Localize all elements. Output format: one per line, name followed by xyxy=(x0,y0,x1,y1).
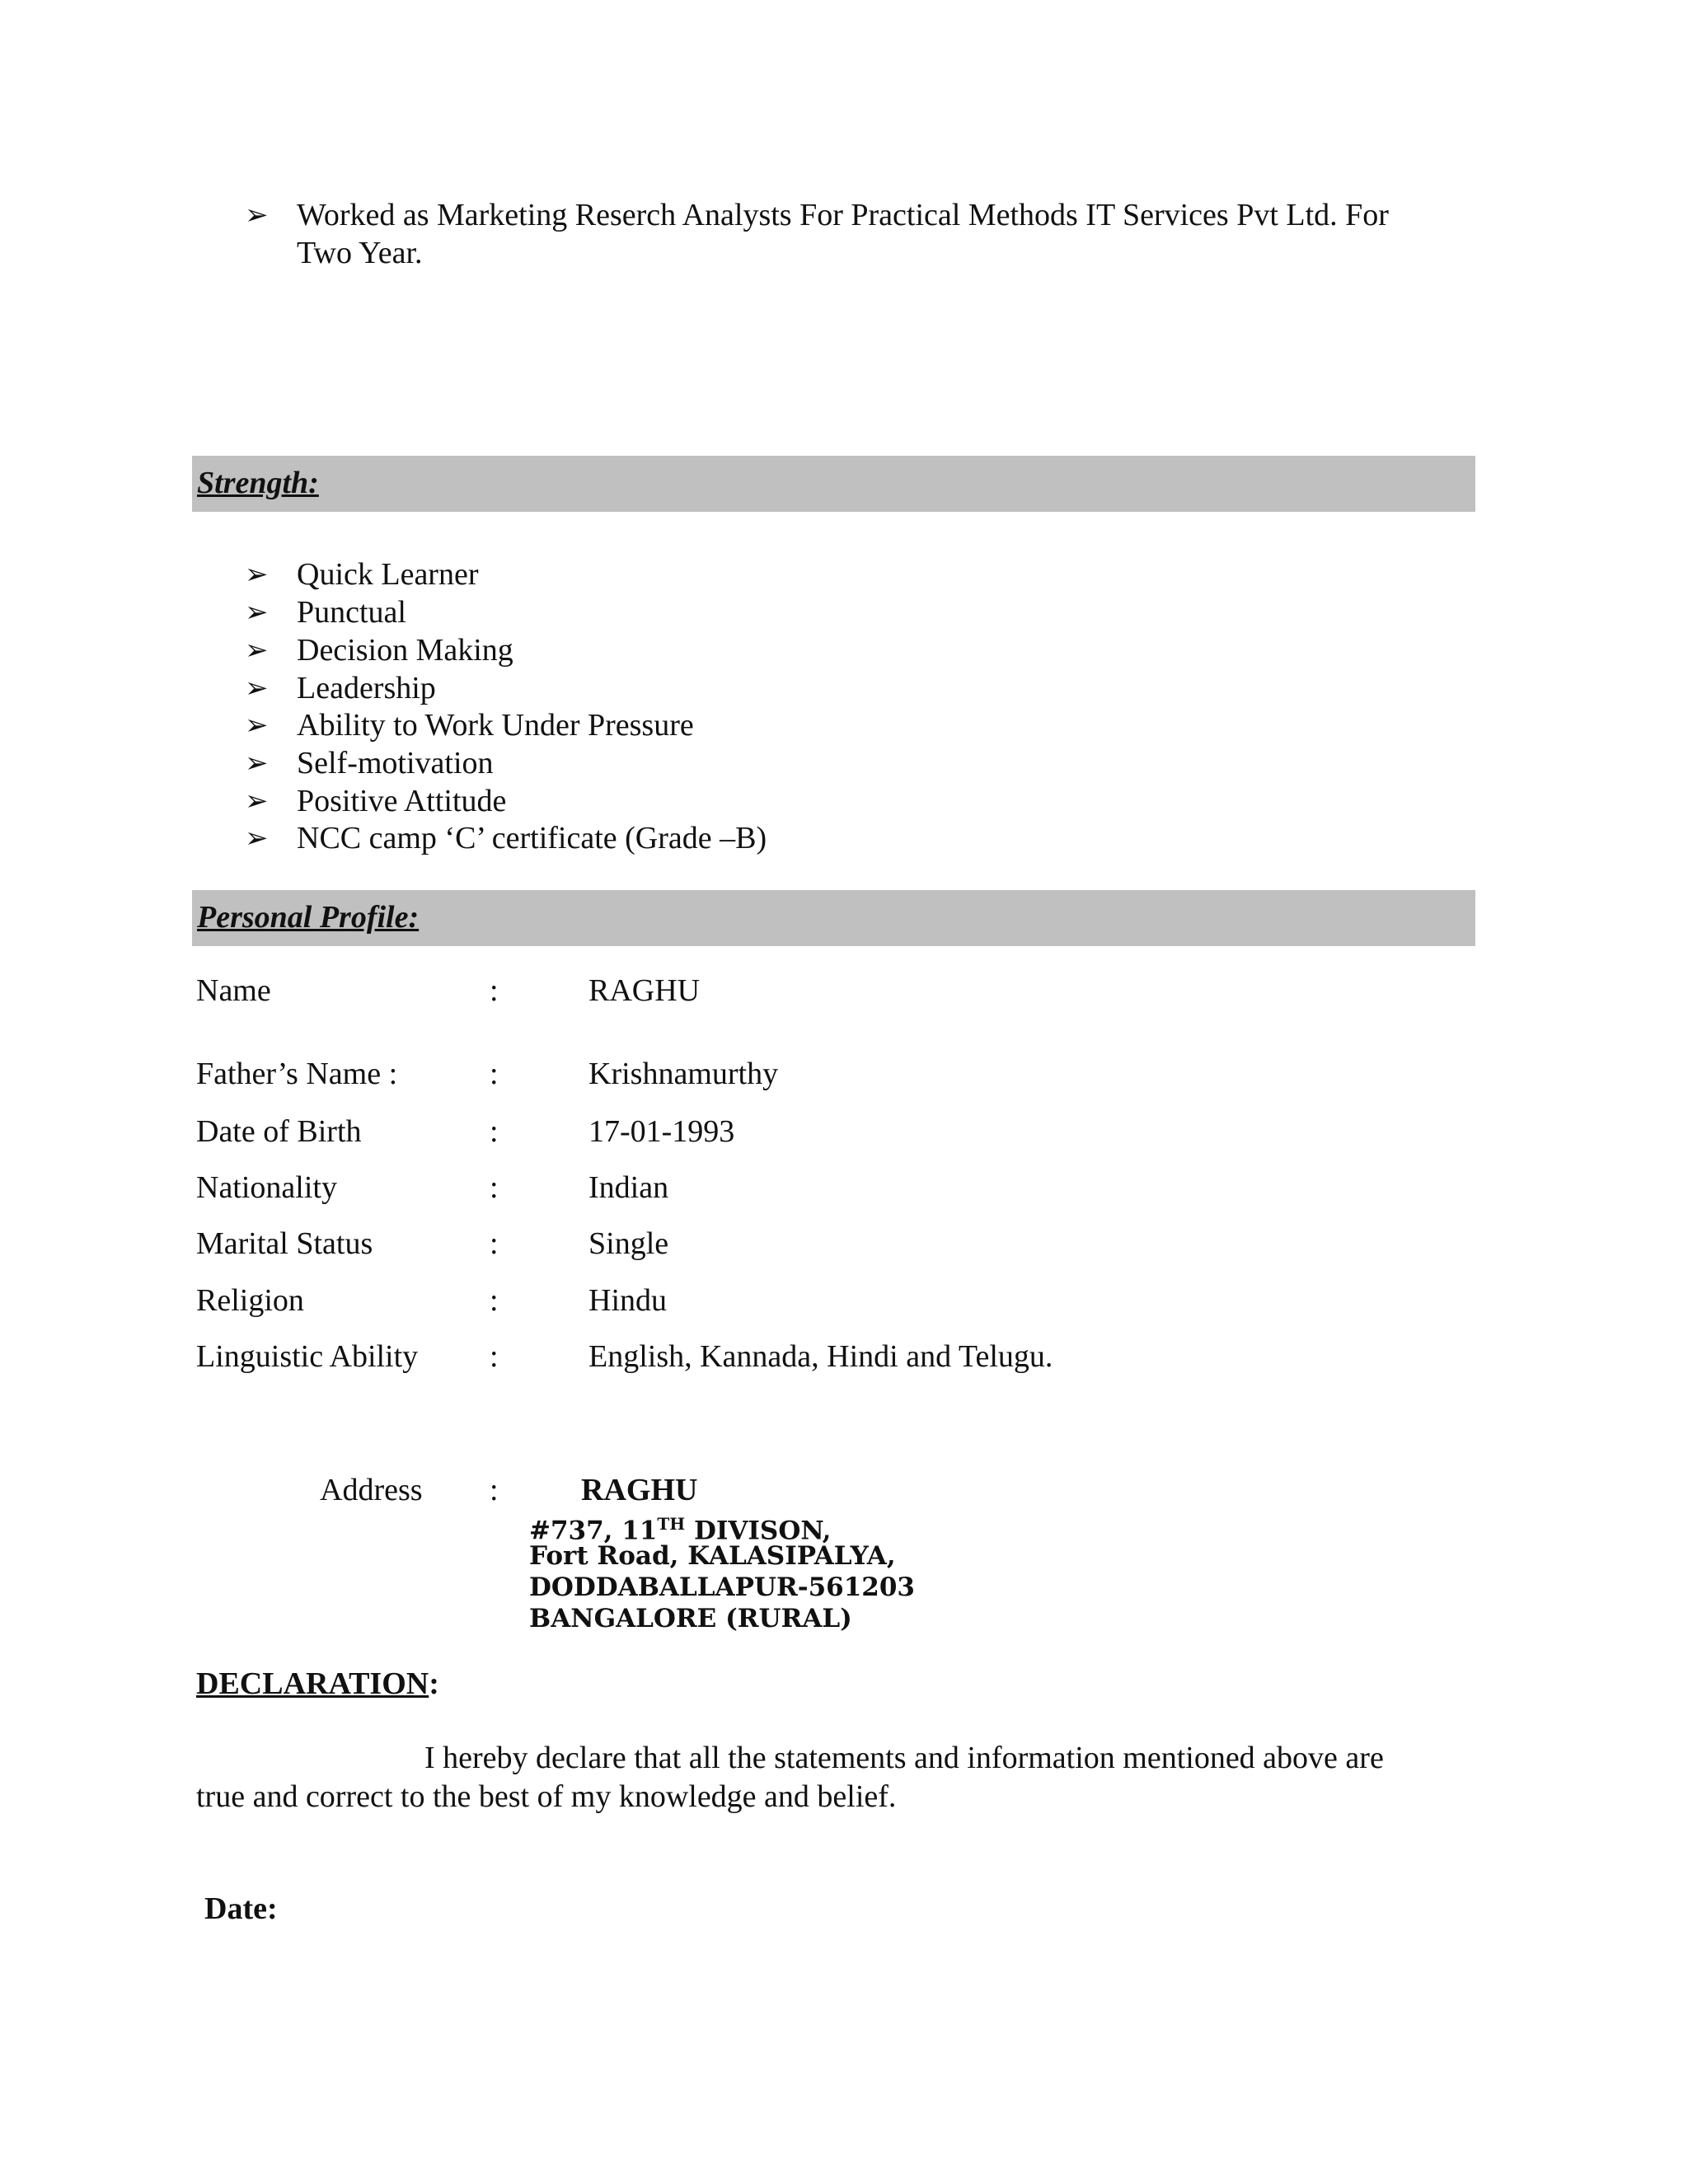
address-line-1-number: #737, 11 xyxy=(529,1516,658,1546)
strength-item-label: NCC camp ‘C’ certificate (Grade –B) xyxy=(297,821,767,855)
address-colon: : xyxy=(490,1473,499,1507)
profile-label: Date of Birth xyxy=(196,1114,362,1149)
declaration-text-line-2: true and correct to the best of my knowledge and belief. xyxy=(196,1779,897,1814)
arrow-bullet-icon: ➢ xyxy=(245,634,269,667)
arrow-bullet-icon: ➢ xyxy=(245,558,269,591)
address-line-4: BANGALORE (RURAL) xyxy=(529,1604,852,1633)
address-label: Address xyxy=(320,1473,423,1507)
profile-colon: : xyxy=(490,1114,499,1149)
profile-value: Krishnamurthy xyxy=(588,1057,779,1091)
personal-profile-header xyxy=(192,890,1475,946)
profile-label: Father’s Name : xyxy=(196,1057,398,1091)
profile-label: Religion xyxy=(196,1283,304,1318)
profile-value: Hindu xyxy=(588,1283,667,1318)
strength-item-label: Leadership xyxy=(297,671,436,705)
profile-colon: : xyxy=(490,1283,499,1318)
date-label: Date: xyxy=(204,1891,278,1926)
declaration-title-colon: : xyxy=(429,1666,439,1701)
strength-item-label: Quick Learner xyxy=(297,557,479,592)
profile-value: Single xyxy=(588,1226,669,1261)
profile-colon: : xyxy=(490,1170,499,1205)
arrow-bullet-icon: ➢ xyxy=(245,785,269,818)
profile-colon: : xyxy=(490,973,499,1008)
profile-colon: : xyxy=(490,1226,499,1261)
address-line-1-ordinal: TH xyxy=(657,1514,686,1534)
profile-label: Name xyxy=(196,973,271,1008)
address-line-3: DODDABALLAPUR-561203 xyxy=(529,1572,915,1602)
profile-label: Marital Status xyxy=(196,1226,373,1261)
personal-profile-title: Personal Profile: xyxy=(197,900,420,935)
strength-item-label: Punctual xyxy=(297,595,406,630)
profile-label: Linguistic Ability xyxy=(196,1339,419,1374)
experience-text-continued: Two Year. xyxy=(297,236,423,270)
strength-header xyxy=(192,456,1475,512)
declaration-text-line-1: I hereby declare that all the statements and information mentioned above are xyxy=(424,1741,1384,1775)
address-line-1-division: DIVISON, xyxy=(685,1516,832,1546)
strength-item-label: Positive Attitude xyxy=(297,784,507,818)
arrow-bullet-icon: ➢ xyxy=(245,709,269,742)
arrow-bullet-icon: ➢ xyxy=(245,672,269,705)
strength-item-label: Decision Making xyxy=(297,633,513,668)
profile-label: Nationality xyxy=(196,1170,337,1205)
strength-item-label: Self-motivation xyxy=(297,746,494,780)
declaration-heading xyxy=(196,1665,439,1703)
experience-text: Worked as Marketing Reserch Analysts For Practical Methods IT Services Pvt Ltd. For xyxy=(297,198,1389,232)
profile-value: English, Kannada, Hindi and Telugu. xyxy=(588,1339,1053,1374)
declaration-title: DECLARATION xyxy=(196,1666,429,1701)
strength-item-label: Ability to Work Under Pressure xyxy=(297,708,694,743)
address-name: RAGHU xyxy=(581,1473,698,1507)
profile-value: Indian xyxy=(588,1170,669,1205)
arrow-bullet-icon: ➢ xyxy=(245,747,269,780)
profile-value: RAGHU xyxy=(588,973,701,1008)
arrow-bullet-icon: ➢ xyxy=(245,822,269,855)
profile-value: 17-01-1993 xyxy=(588,1114,735,1149)
profile-colon: : xyxy=(490,1339,499,1374)
address-line-2: Fort Road, KALASIPALYA, xyxy=(529,1541,896,1571)
strength-title: Strength: xyxy=(197,466,319,500)
profile-colon: : xyxy=(490,1057,499,1091)
arrow-bullet-icon: ➢ xyxy=(245,596,269,629)
arrow-bullet-icon: ➢ xyxy=(245,199,269,232)
